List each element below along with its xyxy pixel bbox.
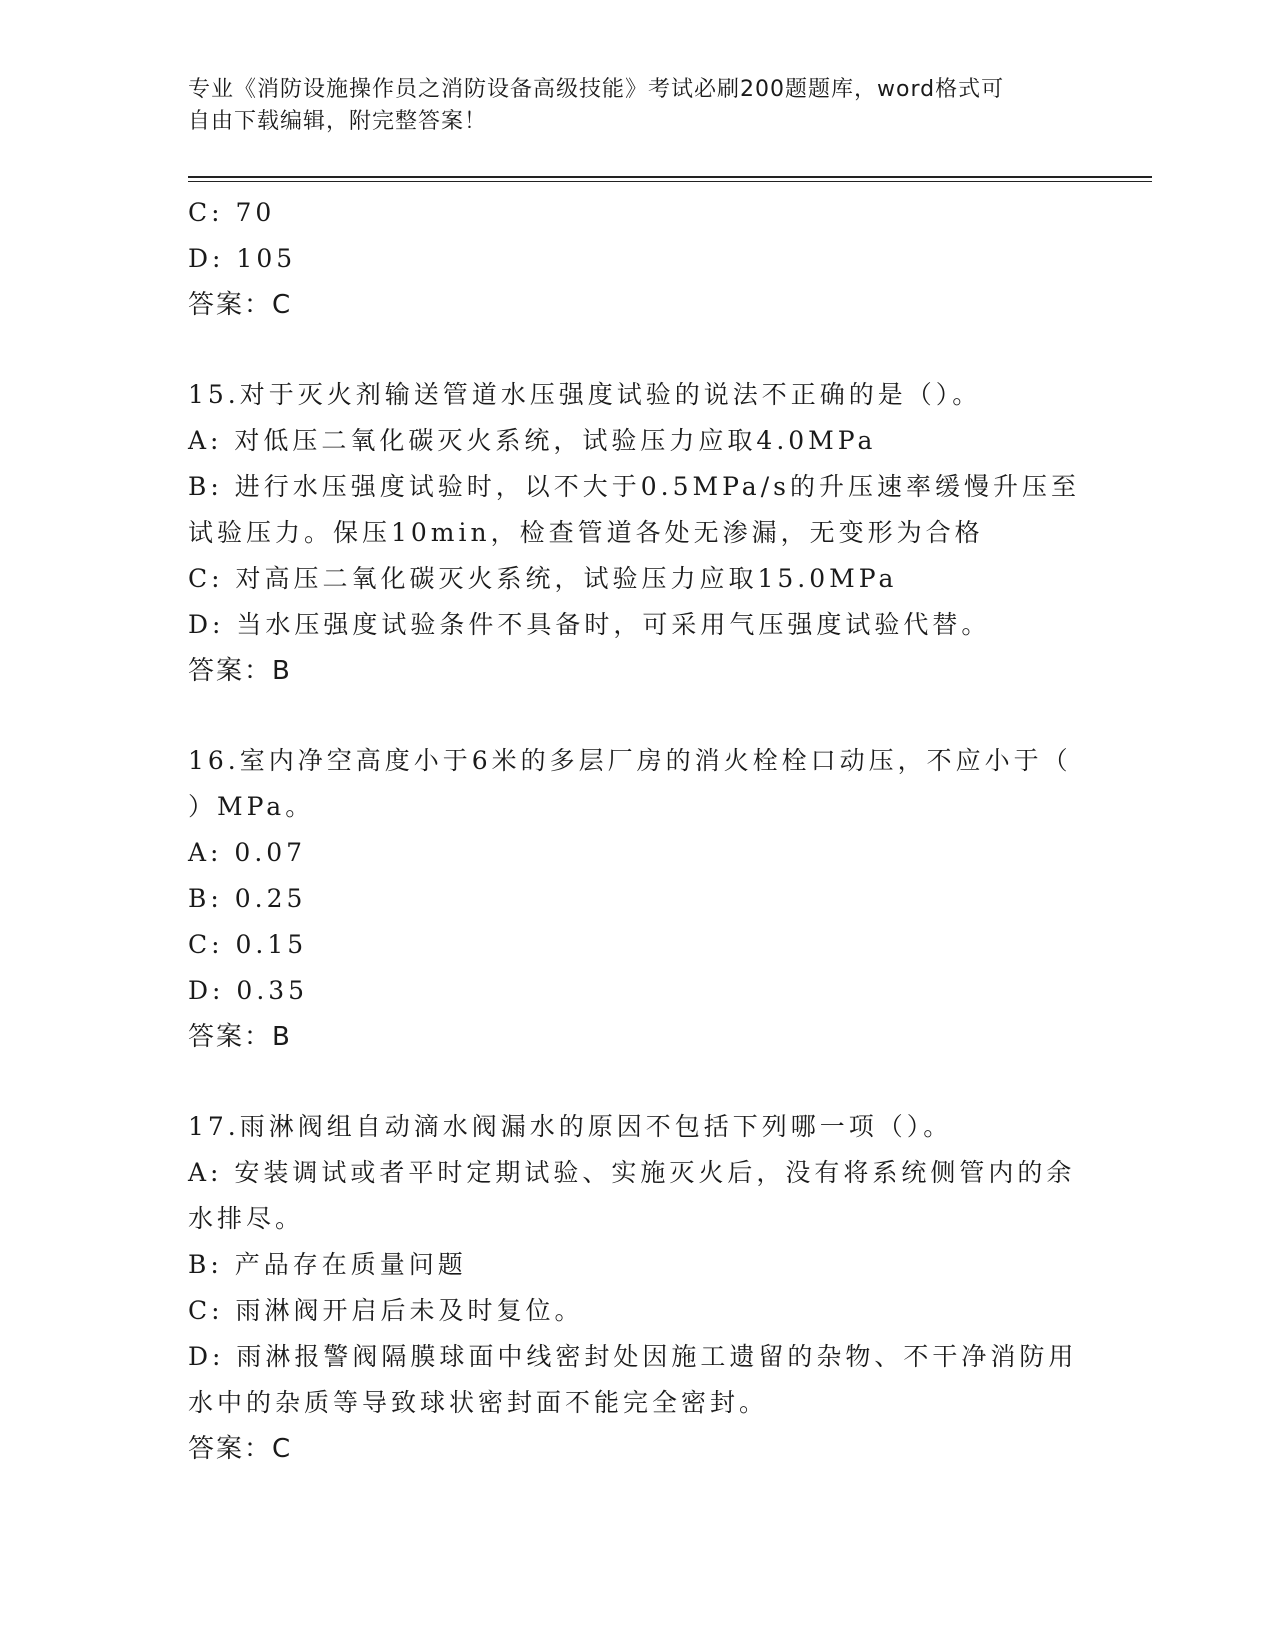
option-a: A: 安装调试或者平时定期试验、实施灭火后，没有将系统侧管内的余 bbox=[188, 1158, 1076, 1187]
answer-line: 答案：B bbox=[188, 1022, 292, 1052]
option-b-continued: 试验压力。保压10min，检查管道各处无渗漏，无变形为合格 bbox=[188, 518, 984, 547]
question-16-block bbox=[188, 738, 1088, 1060]
answer-line: 答案：C bbox=[188, 1434, 293, 1464]
question-16-stem-continued: ）MPa。 bbox=[188, 792, 315, 821]
option-a: A: 0.07 bbox=[188, 838, 307, 867]
question-17-block bbox=[188, 1104, 1088, 1472]
answer-line: 答案：C bbox=[188, 290, 293, 320]
option-d: D: 0.35 bbox=[188, 976, 309, 1005]
option-c: C: 70 bbox=[188, 198, 276, 227]
document-body bbox=[188, 190, 1088, 1472]
option-d: D: 雨淋报警阀隔膜球面中线密封处因施工遗留的杂物、不干净消防用 bbox=[188, 1342, 1078, 1371]
option-c: C: 对高压二氧化碳灭火系统，试验压力应取15.0MPa bbox=[188, 564, 898, 593]
option-d-continued: 水中的杂质等导致球状密封面不能完全密封。 bbox=[188, 1388, 769, 1417]
header-line-2: 自由下载编辑，附完整答案！ bbox=[188, 109, 488, 134]
option-a-continued: 水排尽。 bbox=[188, 1204, 305, 1233]
header-line-1: 专业《消防设施操作员之消防设备高级技能》考试必刷200题题库，word格式可 bbox=[188, 77, 1005, 102]
option-d: D: 当水压强度试验条件不具备时，可采用气压强度试验代替。 bbox=[188, 610, 991, 639]
header-divider-thin bbox=[188, 181, 1152, 182]
option-c: C: 雨淋阀开启后未及时复位。 bbox=[188, 1296, 584, 1325]
option-d: D: 105 bbox=[188, 244, 297, 273]
option-b: B: 0.25 bbox=[188, 884, 307, 913]
option-c: C: 0.15 bbox=[188, 930, 308, 959]
option-a: A: 对低压二氧化碳灭火系统，试验压力应取4.0MPa bbox=[188, 426, 877, 455]
prev-question-block bbox=[188, 190, 1088, 328]
option-b: B: 进行水压强度试验时，以不大于0.5MPa/s的升压速率缓慢升压至 bbox=[188, 472, 1080, 501]
question-15-block bbox=[188, 372, 1088, 694]
question-16-stem: 16.室内净空高度小于6米的多层厂房的消火栓栓口动压，不应小于（ bbox=[188, 746, 1072, 775]
answer-line: 答案：B bbox=[188, 656, 292, 686]
option-b: B: 产品存在质量问题 bbox=[188, 1250, 467, 1279]
page-header bbox=[188, 74, 1068, 138]
question-15-stem: 15.对于灭火剂输送管道水压强度试验的说法不正确的是（）。 bbox=[188, 380, 982, 409]
question-17-stem: 17.雨淋阀组自动滴水阀漏水的原因不包括下列哪一项（）。 bbox=[188, 1112, 953, 1141]
header-divider-thick bbox=[188, 176, 1152, 178]
